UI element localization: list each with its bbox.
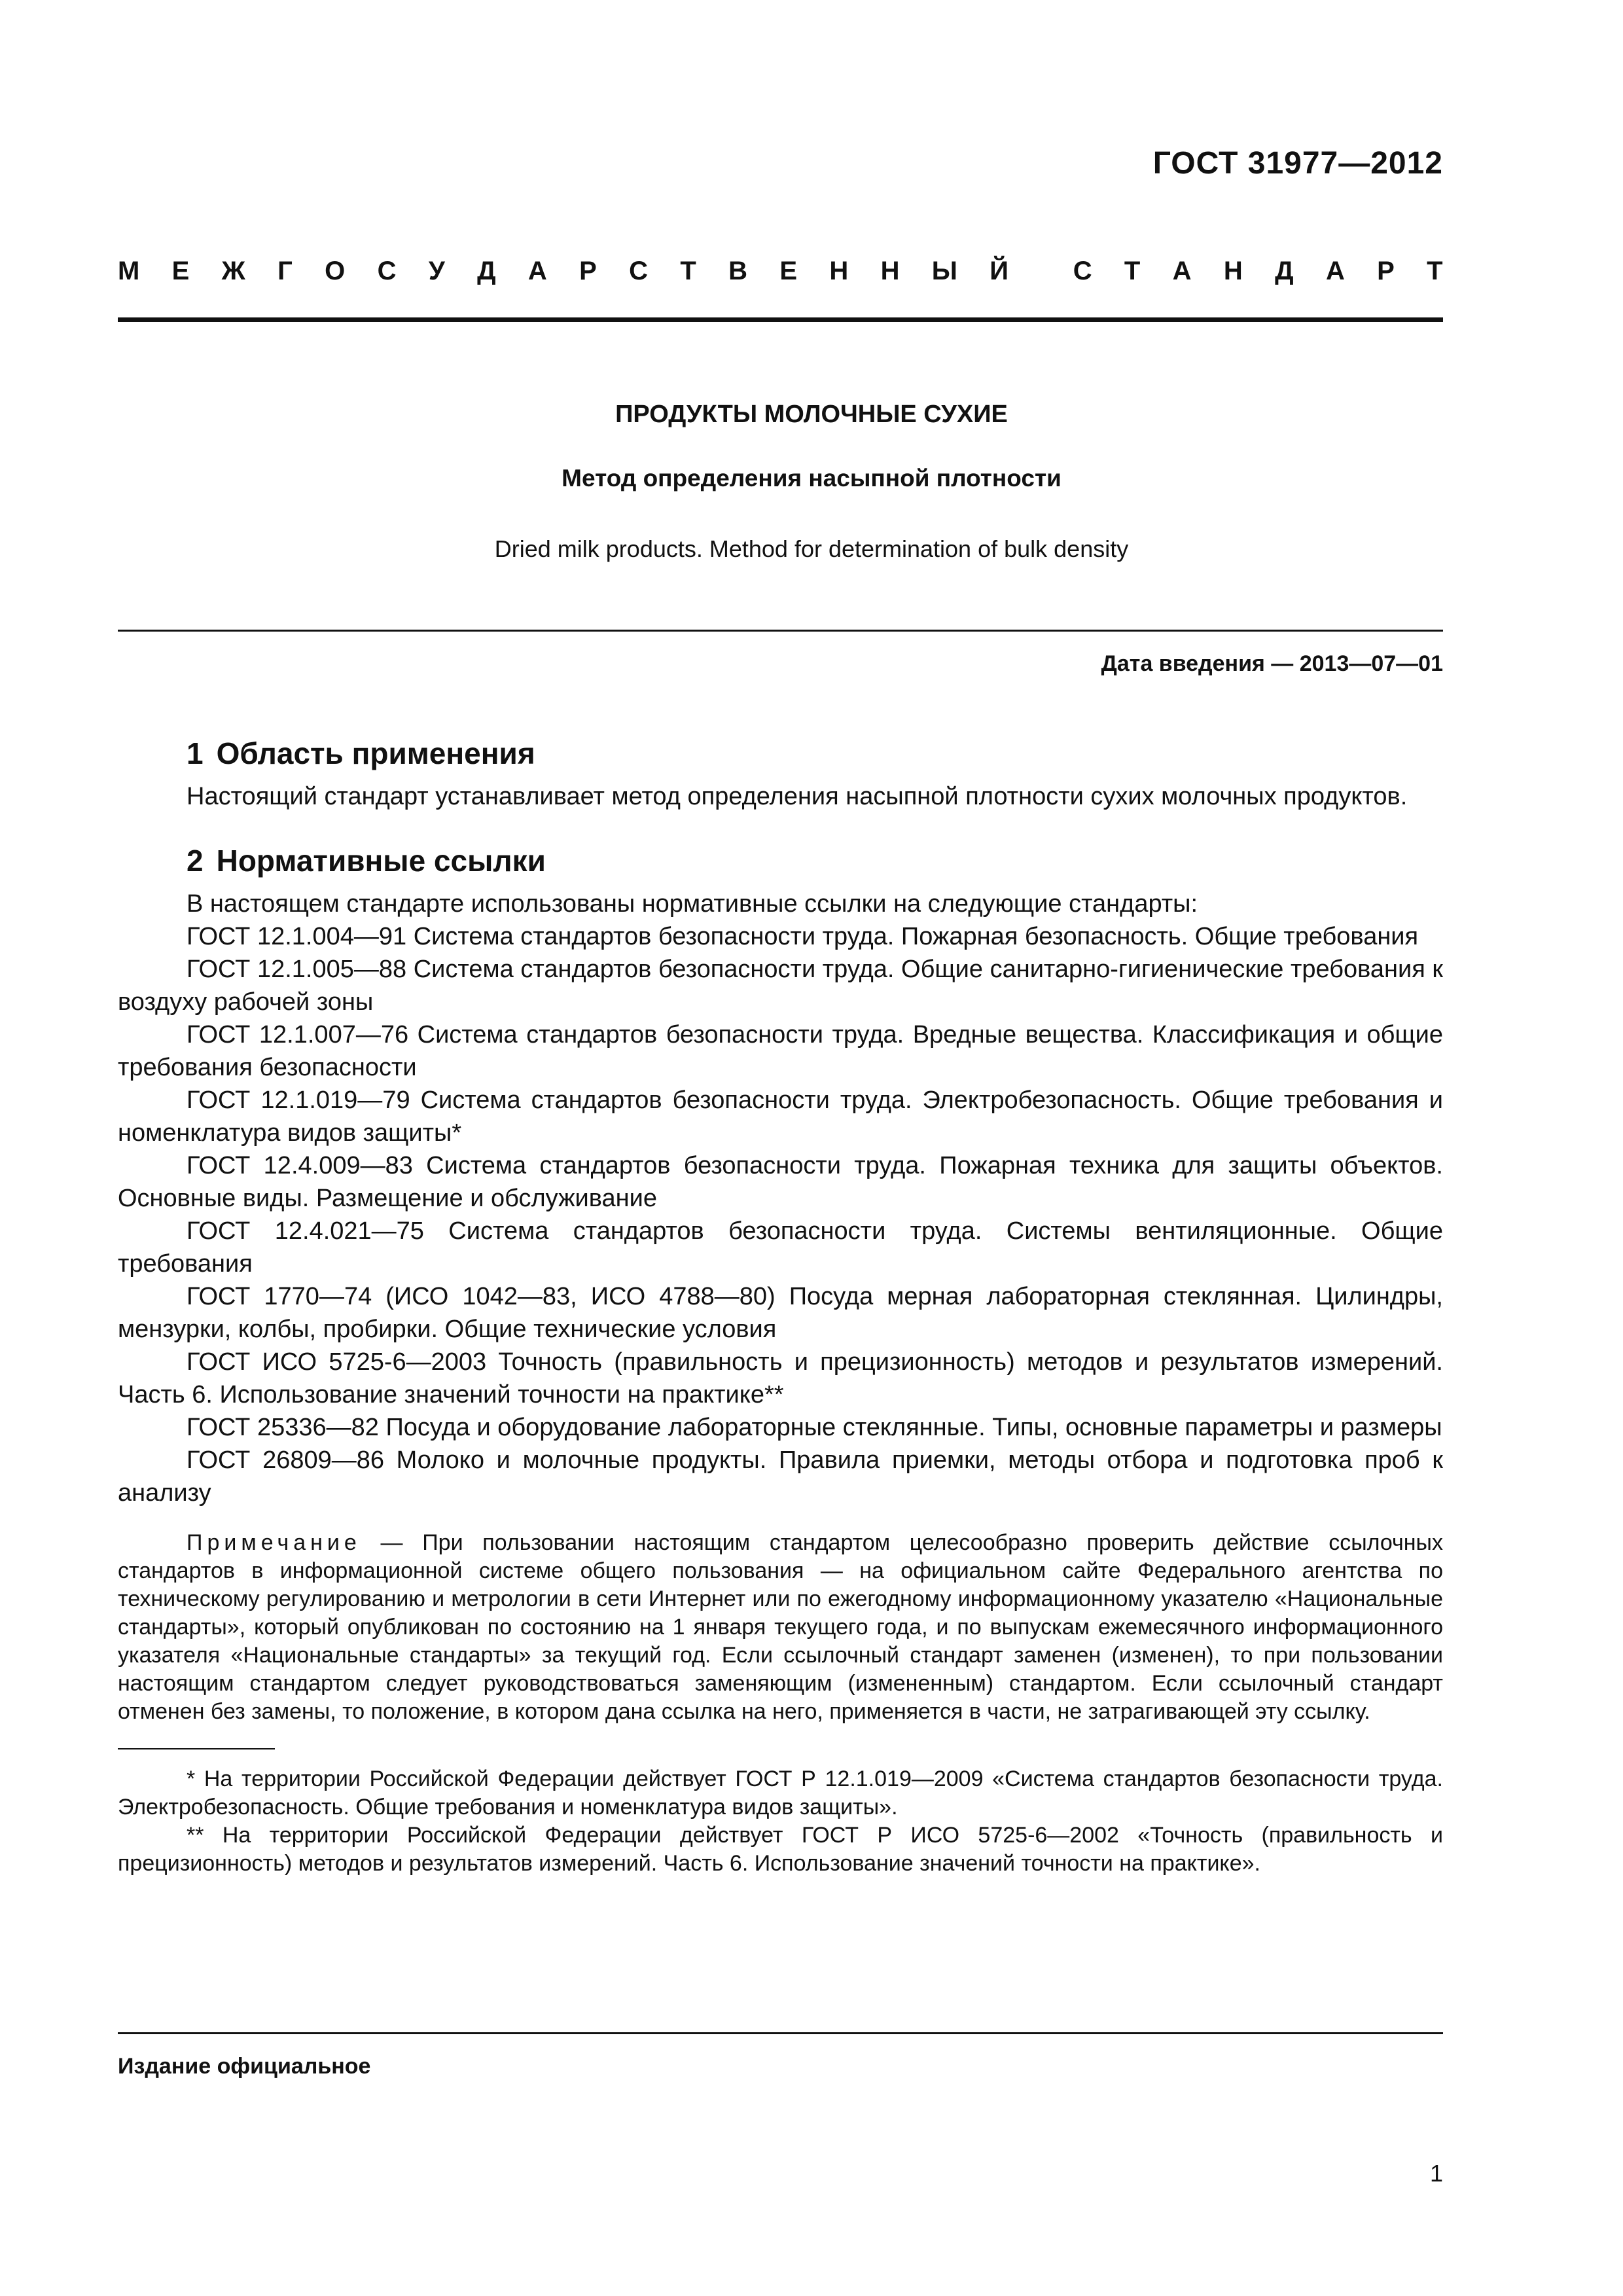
note-paragraph — [118, 1529, 1443, 1726]
footnote: * На территории Российской Федерации действует ГОСТ Р 12.1.019—2009 «Система стандартов безопасности труда. Электробезопасность. Общие требования и номенклатура видов защиты». — [118, 1767, 1443, 1820]
footnote-divider — [118, 1748, 275, 1749]
banner-letter: Н — [880, 257, 900, 285]
banner-letter: Д — [1275, 257, 1294, 285]
section-number: 2 — [187, 844, 204, 878]
section-heading — [187, 839, 1443, 882]
footnote: ** На территории Российской Федерации действует ГОСТ Р ИСО 5725-6—2002 «Точность (правильность и прецизионность) методов и результатов измерений. Часть 6. Использование значений точности на практике». — [118, 1823, 1443, 1876]
banner-letter: А — [1172, 257, 1192, 285]
banner-letter: Е — [779, 257, 798, 285]
banner-letter: О — [325, 257, 346, 285]
document-number: ГОСТ 31977—2012 — [1152, 146, 1443, 181]
reference-item: ГОСТ ИСО 5725-6—2003 Точность (правильность и прецизионность) методов и результатов измерений. Часть 6. Использование значений точности на практике** — [118, 1348, 1443, 1408]
banner-letter: Т — [1124, 257, 1141, 285]
banner-letter: Е — [171, 257, 190, 285]
footer-divider — [118, 2032, 1443, 2034]
section-heading — [187, 732, 1443, 775]
banner-letter: Г — [277, 257, 293, 285]
page-number: 1 — [1429, 2160, 1443, 2187]
scope-paragraph: Настоящий стандарт устанавливает метод определения насыпной плотности сухих молочных продуктов. — [187, 783, 1408, 810]
banner-letter: Р — [1377, 257, 1395, 285]
banner-letter: С — [1073, 257, 1092, 285]
references-intro: В настоящем стандарте использованы нормативные ссылки на следующие стандарты: — [187, 890, 1198, 918]
banner-letter: М — [118, 257, 140, 285]
document-title-english: Dried milk products. Method for determination of bulk density — [494, 535, 1129, 562]
document-body — [118, 732, 1443, 1878]
banner-letter: А — [527, 257, 547, 285]
banner-letter: Й — [990, 257, 1009, 285]
header-divider — [118, 317, 1443, 322]
section-title: Область применения — [216, 736, 535, 770]
reference-item: ГОСТ 12.1.007—76 Система стандартов безопасности труда. Вредные вещества. Классификация и общие требования безопасности — [118, 1021, 1443, 1081]
banner-letter: Ы — [931, 257, 957, 285]
reference-item: ГОСТ 12.1.005—88 Система стандартов безопасности труда. Общие санитарно-гигиенические требования к воздуху рабочей зоны — [118, 956, 1443, 1016]
document-title: ПРОДУКТЫ МОЛОЧНЫЕ СУХИЕ — [615, 401, 1008, 428]
reference-item: ГОСТ 1770—74 (ИСО 1042—83, ИСО 4788—80) Посуда мерная лабораторная стеклянная. Цилиндры, мензурки, колбы, пробирки. Общие технические условия — [118, 1283, 1443, 1343]
introduction-date: Дата введения — 2013—07—01 — [1101, 651, 1443, 676]
document-subtitle: Метод определения насыпной плотности — [562, 465, 1061, 492]
banner-letter: Н — [1223, 257, 1243, 285]
section-title: Нормативные ссылки — [216, 844, 546, 878]
edition-label: Издание официальное — [118, 2054, 371, 2079]
banner-letter: В — [728, 257, 747, 285]
reference-item: ГОСТ 25336—82 Посуда и оборудование лабораторные стеклянные. Типы, основные параметры и размеры — [187, 1414, 1442, 1441]
banner-letter: Ж — [221, 257, 245, 285]
reference-item: ГОСТ 12.4.009—83 Система стандартов безопасности труда. Пожарная техника для защиты объектов. Основные виды. Размещение и обслуживание — [118, 1152, 1443, 1212]
reference-item: ГОСТ 26809—86 Молоко и молочные продукты. Правила приемки, методы отбора и подготовка проб к анализу — [118, 1446, 1443, 1507]
banner-letter: С — [377, 257, 397, 285]
note-label: Примечание — [187, 1530, 361, 1555]
banner-letter: У — [428, 257, 445, 285]
banner-letter: Т — [1427, 257, 1443, 285]
banner-letter: А — [1325, 257, 1345, 285]
banner-letter: Т — [680, 257, 696, 285]
reference-item: ГОСТ 12.1.019—79 Система стандартов безопасности труда. Электробезопасность. Общие требования и номенклатура видов защиты* — [118, 1086, 1443, 1147]
reference-item: ГОСТ 12.4.021—75 Система стандартов безопасности труда. Системы вентиляционные. Общие требования — [118, 1217, 1443, 1278]
banner-letter: Р — [579, 257, 597, 285]
note-text: — При пользовании настоящим стандартом целесообразно проверить действие ссылочных стандартов в информационной системе общего пользования — на официальном сайте Федерального агентства по техническому регулированию и метрологии в сети Интернет или по ежегодному информационному указателю «Национальные стандарты», который опубликован по состоянию на 1 января текущего года, и по выпускам ежемесячного информационного указателя «Национальные стандарты» за текущий год. Если ссылочный стандарт заменен (изменен), то при пользовании настоящим стандартом следует руководствоваться заменяющим (измененным) стандартом. Если ссылочный стандарт отменен без замены, то положение, в котором дана ссылка на него, применяется в части, не затрагивающей эту ссылку. — [118, 1530, 1443, 1724]
banner-letter: Д — [477, 257, 496, 285]
title-divider — [118, 630, 1443, 632]
section-number: 1 — [187, 736, 204, 770]
banner-letter: Н — [829, 257, 849, 285]
banner-letter: С — [629, 257, 649, 285]
reference-item: ГОСТ 12.1.004—91 Система стандартов безопасности труда. Пожарная безопасность. Общие требования — [187, 923, 1419, 950]
standard-type-banner — [118, 257, 1443, 286]
